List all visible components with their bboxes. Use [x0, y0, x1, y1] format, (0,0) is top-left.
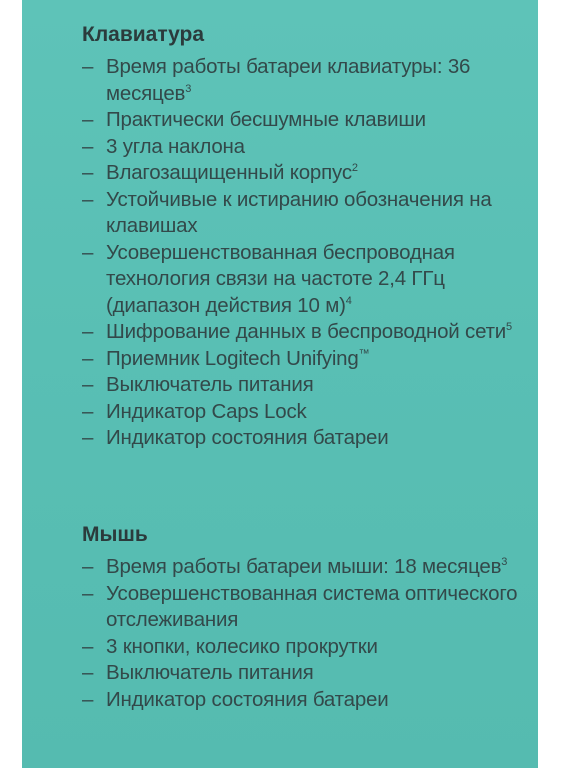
mouse-spec-list — [82, 554, 522, 713]
spec-list-item — [82, 660, 522, 687]
spec-item-text: 3 угла наклона — [106, 134, 245, 158]
spec-item-text: Время работы батареи мыши: 18 месяцев — [106, 555, 502, 578]
spec-list-item — [82, 107, 522, 134]
spec-list-item — [82, 687, 522, 714]
bullet-dash: – — [82, 240, 94, 264]
spec-list-item — [82, 346, 522, 373]
spec-item-text: Практически бесшумные клавиши — [106, 108, 426, 131]
spec-list-item — [82, 581, 522, 634]
bullet-dash: – — [82, 581, 94, 605]
bullet-dash: – — [82, 373, 94, 396]
footnote-marker: 3 — [501, 556, 508, 568]
bullet-dash: – — [82, 134, 94, 158]
bullet-dash: – — [82, 555, 94, 578]
spec-item-text: Индикатор состояния батареи — [106, 426, 389, 449]
mouse-heading: Мышь — [82, 523, 148, 546]
mouse-section — [82, 522, 522, 713]
bullet-dash: – — [82, 346, 94, 370]
spec-list-item — [82, 240, 522, 320]
spec-item-text: Усовершенствованная система оптического отслеживания — [106, 581, 518, 631]
keyboard-heading: Клавиатура — [82, 23, 205, 46]
spec-item-text: Индикатор состояния батареи — [106, 687, 389, 711]
spec-list-item — [82, 554, 522, 581]
bullet-dash: – — [82, 161, 94, 184]
spec-item-text: Индикатор Caps Lock — [106, 399, 307, 423]
spec-item-text: Время работы батареи клавиатуры: 36 месяцев — [106, 55, 471, 105]
footnote-marker: 5 — [506, 321, 512, 333]
spec-list-item — [82, 634, 522, 661]
spec-list-item — [82, 160, 522, 187]
bullet-dash: – — [82, 187, 94, 211]
bullet-dash: – — [82, 634, 94, 658]
spec-item-text: Выключатель питания — [106, 661, 314, 684]
footnote-marker: 4 — [345, 294, 352, 307]
bullet-dash: – — [82, 108, 94, 131]
spec-item-text: Влагозащищенный корпус — [106, 161, 352, 184]
spec-list-item — [82, 399, 522, 426]
bullet-dash: – — [82, 399, 94, 423]
spec-list-item — [82, 134, 522, 161]
spec-item-text: 3 кнопки, колесико прокрутки — [106, 634, 378, 658]
keyboard-spec-list — [82, 54, 522, 452]
spec-item-text: Шифрование данных в беспроводной сети — [106, 320, 507, 343]
spec-item-text: Устойчивые к истиранию обозначения на клавишах — [106, 187, 492, 237]
keyboard-section — [82, 22, 522, 452]
footnote-marker: 3 — [185, 82, 192, 95]
spec-item-text: Приемник Logitech Unifying — [106, 346, 359, 370]
bullet-dash: – — [82, 661, 94, 684]
bullet-dash: – — [82, 320, 94, 343]
spec-list-item — [82, 372, 522, 399]
footnote-marker: 2 — [351, 162, 358, 174]
footnote-marker: ™ — [358, 347, 370, 360]
spec-item-text: Выключатель питания — [106, 373, 314, 396]
bullet-dash: – — [82, 687, 94, 711]
bullet-dash: – — [82, 426, 94, 449]
spec-list-item — [82, 425, 522, 452]
spec-list-item — [82, 187, 522, 240]
spec-item-text: Усовершенствованная беспроводная технология связи на частоте 2,4 ГГц (диапазон действия 10 м) — [106, 240, 455, 317]
spec-list-item — [82, 54, 522, 107]
spec-list-item — [82, 319, 522, 346]
bullet-dash: – — [82, 55, 94, 78]
